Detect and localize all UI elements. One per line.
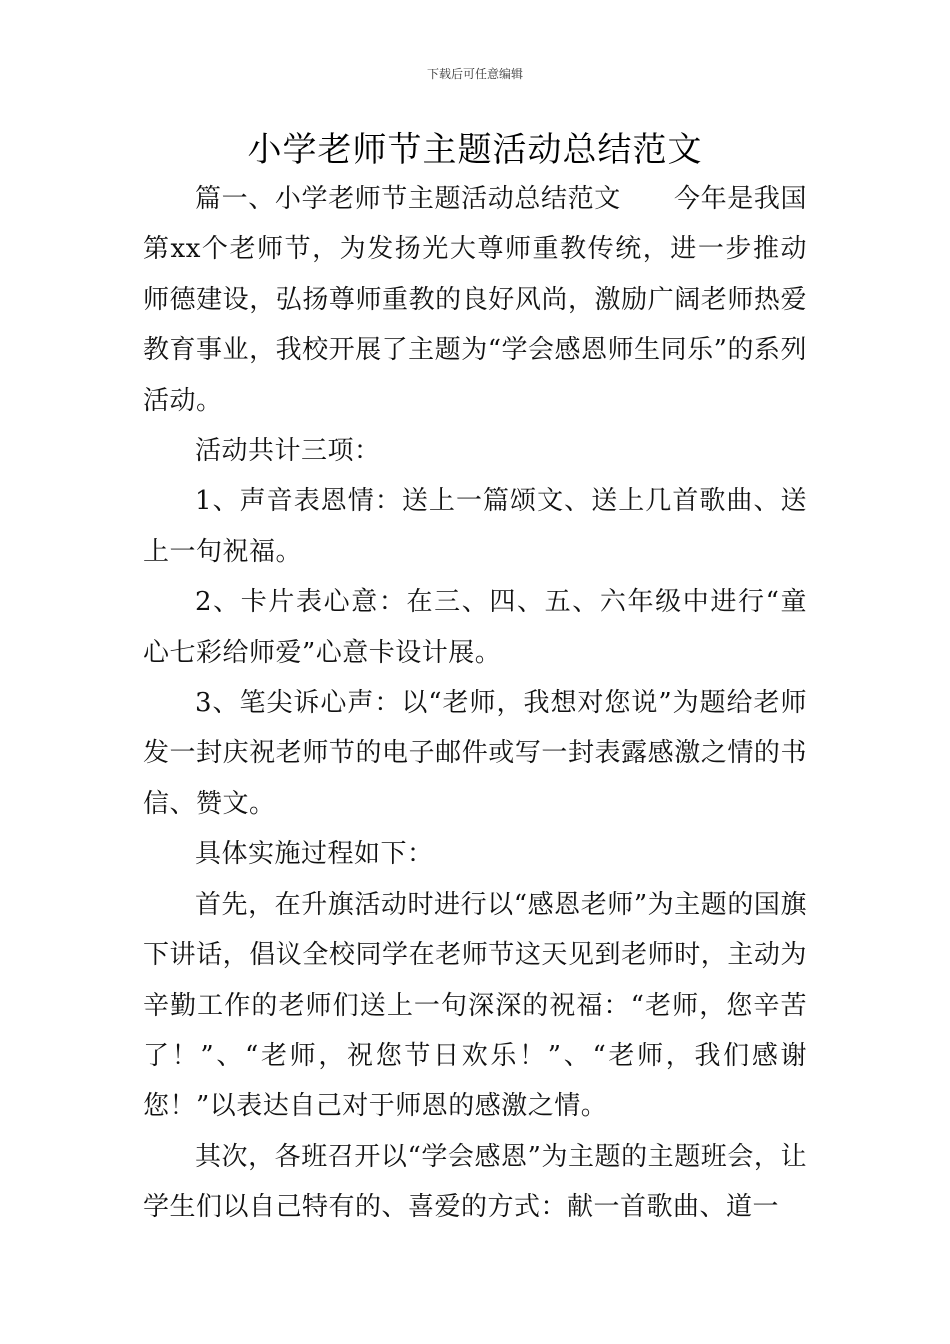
paragraph-first-step: 首先，在升旗活动时进行以“感恩老师”为主题的国旗下讲话，倡议全校同学在老师节这天见到老师时，主动为辛勤工作的老师们送上一句深深的祝福：“老师，您辛苦了！”、“老师，祝您节日欢乐！”、“老师，我们感谢您！”以表达自己对于师恩的感激之情。 (143, 889, 807, 1122)
paragraph-item-2: 2、卡片表心意：在三、四、五、六年级中进行“童心七彩给师爱”心意卡设计展。 (143, 587, 807, 668)
paragraph-item-3: 3、笔尖诉心声：以“老师，我想对您说”为题给老师发一封庆祝老师节的电子邮件或写一封表露感激之情的书信、赞文。 (143, 688, 807, 819)
paragraph-activity-count: 活动共计三项： (195, 436, 381, 467)
paragraph-process-heading: 具体实施过程如下： (195, 839, 434, 870)
paragraph-item-1: 1、声音表恩情：送上一篇颂文、送上几首歌曲、送上一句祝福。 (143, 486, 807, 567)
document-body (143, 174, 807, 1233)
paragraph-second-step: 其次，各班召开以“学会感恩”为主题的主题班会，让学生们以自己特有的、喜爱的方式：献一首歌曲、道一 (143, 1141, 807, 1223)
page-header-note: 下载后可任意编辑 (426, 67, 523, 81)
paragraph-intro: 篇一、小学老师节主题活动总结范文 今年是我国第xx个老师节，为发扬光大尊师重教传统，进一步推动师德建设，弘扬尊师重教的良好风尚，激励广阔老师热爱教育事业，我校开展了主题为“学会感恩师生同乐”的系列活动。 (143, 184, 807, 416)
document-title: 小学老师节主题活动总结范文 (247, 130, 703, 170)
